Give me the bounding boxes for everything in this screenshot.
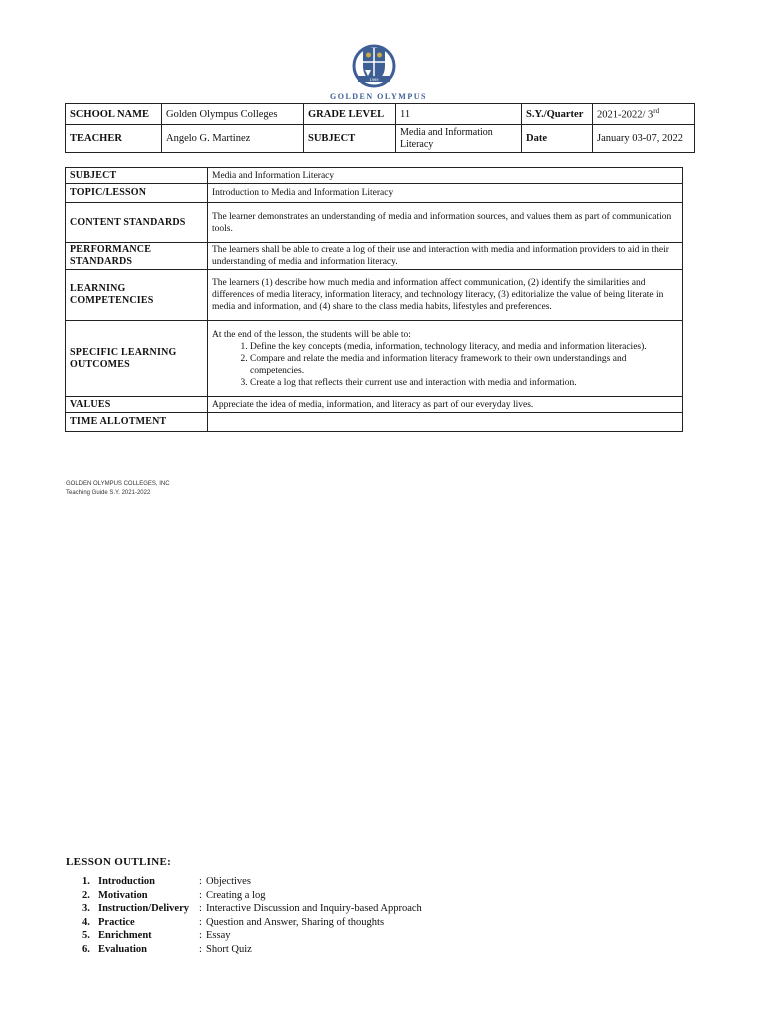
content-standards-label: CONTENT STANDARDS (66, 203, 208, 243)
time-allotment-label: TIME ALLOTMENT (66, 413, 208, 432)
outline-separator: : (199, 916, 202, 928)
row-content-standards (66, 203, 683, 243)
crest-icon (351, 40, 397, 88)
document-footer (66, 480, 170, 498)
outline-name: Enrichment (98, 930, 152, 942)
sy-quarter-sup: rd (653, 107, 660, 116)
outline-desc: Interactive Discussion and Inquiry-based Approach (206, 903, 422, 915)
outline-separator: : (199, 889, 202, 901)
topic-label: TOPIC/LESSON (66, 184, 208, 203)
outcome-item: 3. Create a log that reflects their current use and interaction with media and information. (250, 377, 678, 389)
values-label: VALUES (66, 397, 208, 413)
footer-line-1: GOLDEN OLYMPUS COLLEGES, INC (66, 481, 170, 487)
outcome-item: 2. Compare and relate the media and information literacy framework to their own understandings and competencies. (250, 353, 678, 377)
outline-number: 2. (82, 889, 90, 901)
performance-standards-label: PERFORMANCE STANDARDS (66, 243, 208, 270)
header-row-2 (66, 125, 695, 153)
list-item (82, 889, 422, 903)
row-performance-standards (66, 243, 683, 270)
list-item (82, 875, 422, 889)
row-learning-competencies (66, 270, 683, 321)
outline-number: 4. (82, 916, 90, 928)
outline-name: Practice (98, 916, 135, 928)
performance-standards-value: The learners shall be able to create a log of their use and interaction with media and information providers to aid in their understanding of media and information literacy. (208, 243, 683, 270)
outline-number: 6. (82, 943, 90, 955)
outline-desc: Question and Answer, Sharing of thoughts (206, 916, 385, 928)
outcomes-intro: At the end of the lesson, the students will be able to: (212, 329, 411, 340)
outcome-item: 1. Define the key concepts (media, information, technology literacy, and media and information literacies). (250, 341, 678, 353)
outline-desc: Creating a log (206, 889, 266, 901)
content-standards-value: The learner demonstrates an understanding of media and information sources, and values them as part of communication tools. (208, 203, 683, 243)
lesson-outline-title: LESSON OUTLINE: (66, 856, 172, 868)
outline-number: 5. (82, 930, 90, 942)
sy-quarter-label: S.Y./Quarter (522, 104, 593, 125)
sy-quarter-value: 2021-2022/ 3rd (593, 104, 695, 125)
grade-level-label: GRADE LEVEL (304, 104, 396, 125)
lesson-info-table (65, 167, 683, 432)
header-row-1 (66, 104, 695, 125)
school-name-value: Golden Olympus Colleges (162, 104, 304, 125)
date-value: January 03-07, 2022 (593, 125, 695, 153)
row-values (66, 397, 683, 413)
svg-text:1999: 1999 (369, 77, 379, 82)
subject-row-label: SUBJECT (66, 168, 208, 184)
specific-outcomes-label: SPECIFIC LEARNING OUTCOMES (66, 321, 208, 397)
list-item (82, 929, 422, 943)
logo-text: GOLDEN OLYMPUS (330, 92, 427, 101)
footer-line-2: Teaching Guide S.Y. 2021-2022 (66, 490, 151, 496)
lesson-outline-list (82, 875, 422, 956)
outline-desc: Objectives (206, 876, 251, 888)
teacher-value: Angelo G. Martinez (162, 125, 304, 153)
subject-label: SUBJECT (304, 125, 396, 153)
outline-separator: : (199, 943, 202, 955)
list-item (82, 916, 422, 930)
outline-number: 1. (82, 876, 90, 888)
subject-row-value: Media and Information Literacy (208, 168, 683, 184)
learning-competencies-value: The learners (1) describe how much media and information affect communication, (2) identify the similarities and differences of media literacy, information literacy, and technology literacy, (3) editorialize the value of being literate in media and information, and (4) share to the class media habits, lifestyles and preferences. (208, 270, 683, 321)
school-logo (330, 40, 427, 106)
row-specific-outcomes (66, 321, 683, 397)
specific-outcomes-value (208, 321, 683, 397)
row-subject (66, 168, 683, 184)
learning-competencies-label: LEARNING COMPETENCIES (66, 270, 208, 321)
outline-separator: : (199, 930, 202, 942)
outline-name: Introduction (98, 876, 155, 888)
row-topic (66, 184, 683, 203)
outline-name: Instruction/Delivery (98, 903, 189, 915)
outline-desc: Short Quiz (206, 943, 252, 955)
subject-value: Media and Information Literacy (396, 125, 522, 153)
list-item (82, 902, 422, 916)
school-name-label: SCHOOL NAME (66, 104, 162, 125)
grade-level-value: 11 (396, 104, 522, 125)
outline-name: Evaluation (98, 943, 148, 955)
time-allotment-value (208, 413, 683, 432)
header-table (65, 103, 695, 153)
outline-separator: : (199, 903, 202, 915)
outline-number: 3. (82, 903, 90, 915)
values-value: Appreciate the idea of media, information, and literacy as part of our everyday lives. (208, 397, 683, 413)
outline-name: Motivation (98, 889, 148, 901)
row-time-allotment (66, 413, 683, 432)
outline-separator: : (199, 876, 202, 888)
date-label: Date (522, 125, 593, 153)
outcomes-list (212, 341, 678, 389)
outline-desc: Essay (206, 930, 231, 942)
topic-value: Introduction to Media and Information Literacy (208, 184, 683, 203)
list-item (82, 943, 422, 957)
teacher-label: TEACHER (66, 125, 162, 153)
